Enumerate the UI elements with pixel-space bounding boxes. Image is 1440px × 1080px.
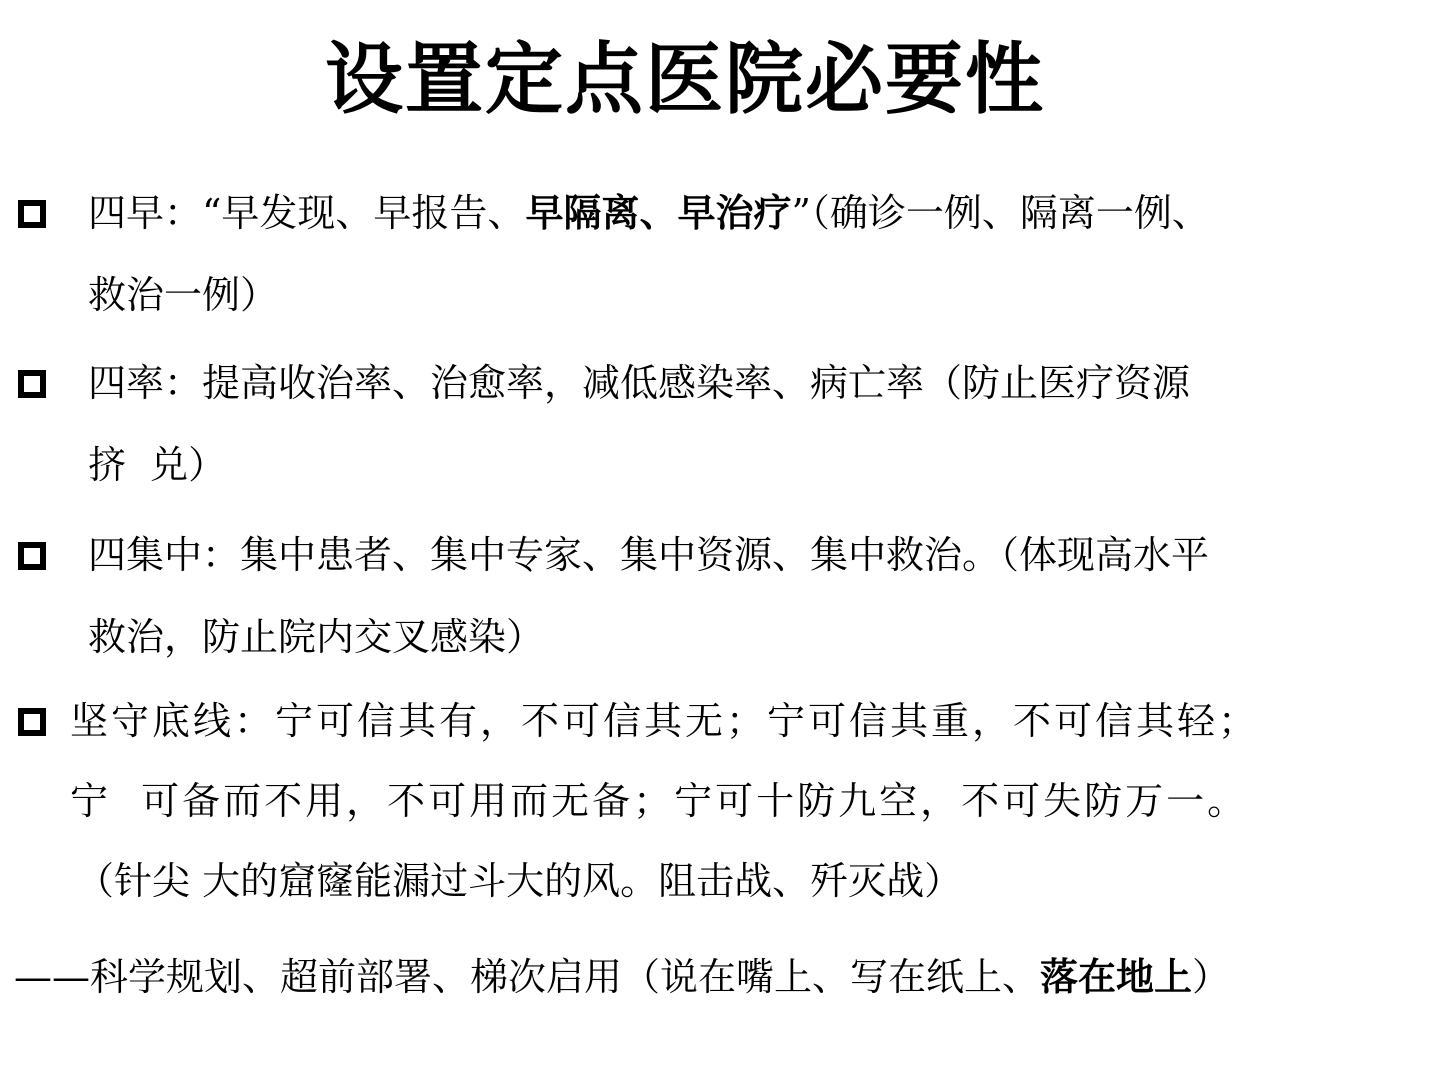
page-title: 设置定点医院必要性: [324, 35, 1045, 125]
text-segment: ——科学规划、超前部署、梯次启用（说在嘴上、写在纸上、: [14, 955, 1041, 999]
hollow-square-bullet-icon: [18, 370, 46, 398]
text-segment: ”（确诊一例、隔离一例、: [791, 191, 1210, 235]
bold-text-segment: 早隔离、早治疗: [525, 190, 792, 235]
bullet-line-1: 四率：提高收治率、治愈率，减低感染率、病亡率（防止医疗资源: [88, 361, 1191, 405]
bold-text-segment: 落在地上: [1040, 954, 1193, 999]
bullet-line-2: 救治一例）: [88, 273, 279, 317]
bullet-line-1: 坚守底线：宁可信其有，不可信其无；宁可信其重，不可信其轻；: [70, 699, 1260, 743]
text-segment: ）: [1192, 955, 1231, 999]
bullet-line-3: （针尖 大的窟窿能漏过斗大的风。阻击战、歼灭战）: [76, 859, 963, 903]
bullet-line-2: 救治，防止院内交叉感染）: [88, 615, 545, 659]
hollow-square-bullet-icon: [18, 542, 46, 570]
hollow-square-bullet-icon: [18, 708, 46, 736]
text-segment: 四早：“早发现、早报告、: [88, 191, 526, 235]
bullet-line-1: [88, 172, 1210, 254]
bullet-line-2: 挤 兑）: [88, 443, 227, 487]
hollow-square-bullet-icon: [18, 200, 46, 228]
bullet-line-1: 四集中：集中患者、集中专家、集中资源、集中救治。（体现高水平: [88, 533, 1210, 577]
bullet-line-2: 宁 可备而不用，不可用而无备；宁可十防九空，不可失防万一。: [70, 779, 1249, 823]
closing-line: [14, 936, 1230, 1018]
